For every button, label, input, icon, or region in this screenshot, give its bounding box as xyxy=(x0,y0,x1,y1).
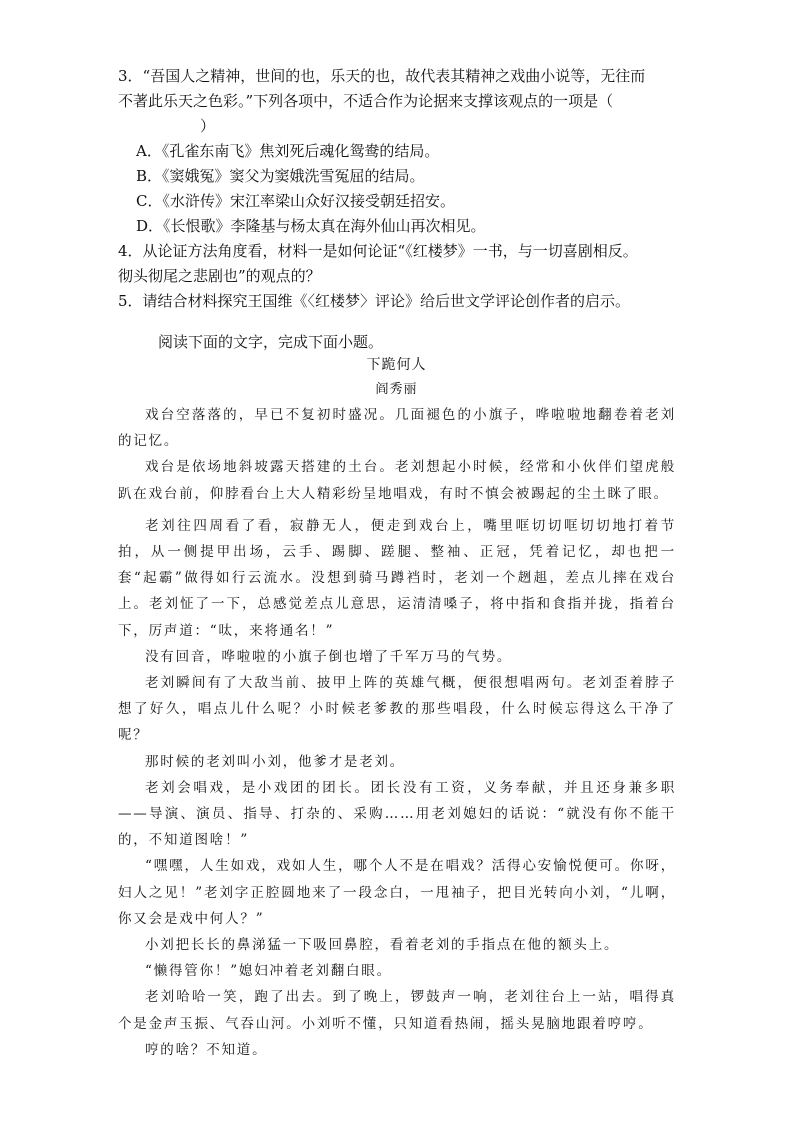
story-paragraph: 小刘把长长的鼻涕猛一下吸回鼻腔，看着老刘的手指点在他的额头上。 xyxy=(145,937,620,954)
question-5-line-1: 5．请结合材料探究王国维《〈红楼梦〉评论》给后世文学评论创作者的启示。 xyxy=(118,292,631,310)
story-author: 阎秀丽 xyxy=(375,382,418,397)
option-b: B．《窦娥冤》窦父为窦娥洗雪冤屈的结局。 xyxy=(136,167,425,185)
option-d: D．《长恨歌》李隆基与杨太真在海外仙山再次相见。 xyxy=(136,217,486,235)
option-a: A．《孔雀东南飞》焦刘死后魂化鸳鸯的结局。 xyxy=(136,142,440,160)
story-title: 下跪何人 xyxy=(366,357,427,373)
question-3-stem-line-1: 3．“吾国人之精神，世间的也，乐天的也，故代表其精神之戏曲小说等，无往而 xyxy=(118,67,646,85)
question-4-line-2: 彻头彻尾之悲剧也”的观点的？ xyxy=(118,267,321,285)
story-paragraph: 老刘往四周看了看，寂静无人，便走到戏台上，嘴里哐切切哐切切地打着节拍，从一侧提甲出场，云手、踢脚、蹉腿、整袖、正冠，凭着记忆，却也把一套“起霸”做得如行云流水。没想到骑马蹲裆时，老刘一个趔趄，差点儿摔在戏台上。老刘怔了一下，总感觉差点儿意思，运清清嗓子，将中指和食指并拢，指着台下，厉声道：“呔，来将通名！” xyxy=(118,517,676,639)
reading-instruction: 阅读下面的文字，完成下面小题。 xyxy=(158,333,384,351)
story-paragraph: “懒得管你！”媳妇冲着老刘翻白眼。 xyxy=(145,963,392,980)
question-3-stem-line-2: 不著此乐天之色彩。”下列各项中，不适合作为论据来支撑该观点的一项是（ xyxy=(118,92,614,110)
story-paragraph: 没有回音，哗啦啦的小旗子倒也增了千军万马的气势。 xyxy=(145,648,513,665)
story-paragraph: 哼的啥？不知道。 xyxy=(145,1041,268,1058)
question-block xyxy=(118,64,678,314)
question-4-line-1: 4．从论证方法角度看，材料一是如何论证“《红楼梦》一书，与一切喜剧相反。 xyxy=(118,242,638,260)
story-paragraph: 老刘会唱戏，是小戏团的团长。团长没有工资，义务奉献，并且还身兼多职——导演、演员、指导、打杂的、采购……用老刘媳妇的话说：“就没有你不能干的，不知道图啥！” xyxy=(118,779,676,849)
story-paragraph: 那时候的老刘叫小刘，他爹才是老刘。 xyxy=(145,753,406,770)
story-body xyxy=(118,402,676,1063)
option-c: C．《水浒传》宋江率梁山众好汉接受朝廷招安。 xyxy=(136,192,455,210)
story-paragraph: 戏台空落落的，早已不复初时盛况。几面褪色的小旗子，哗啦啦地翻卷着老刘的记忆。 xyxy=(118,407,676,450)
question-3-stem-line-3: ） xyxy=(200,117,216,135)
story-paragraph: 戏台是依场地斜坡露天搭建的土台。老刘想起小时候，经常和小伙伴们望虎般趴在戏台前，仰脖看台上大人精彩纷呈地唱戏，有时不慎会被踢起的尘土眯了眼。 xyxy=(118,459,676,502)
story-paragraph: 老刘瞬间有了大敌当前、披甲上阵的英雄气概，便很想唱两句。老刘歪着脖子想了好久，唱点儿什么呢？小时候老爹教的那些唱段，什么时候忘得这么干净了呢？ xyxy=(118,675,676,744)
story-paragraph: “嘿嘿，人生如戏，戏如人生，哪个人不是在唱戏？活得心安愉悦便可。你呀，妇人之见！”老刘字正腔圆地来了一段念白，一甩袖子，把目光转向小刘，“儿啊，你又会是戏中何人？” xyxy=(118,858,676,927)
story-paragraph: 老刘哈哈一笑，跑了出去。到了晚上，锣鼓声一响，老刘往台上一站，唱得真个是金声玉振、气吞山河。小刘听不懂，只知道看热闹，摇头晃脑地跟着哼哼。 xyxy=(118,989,676,1032)
